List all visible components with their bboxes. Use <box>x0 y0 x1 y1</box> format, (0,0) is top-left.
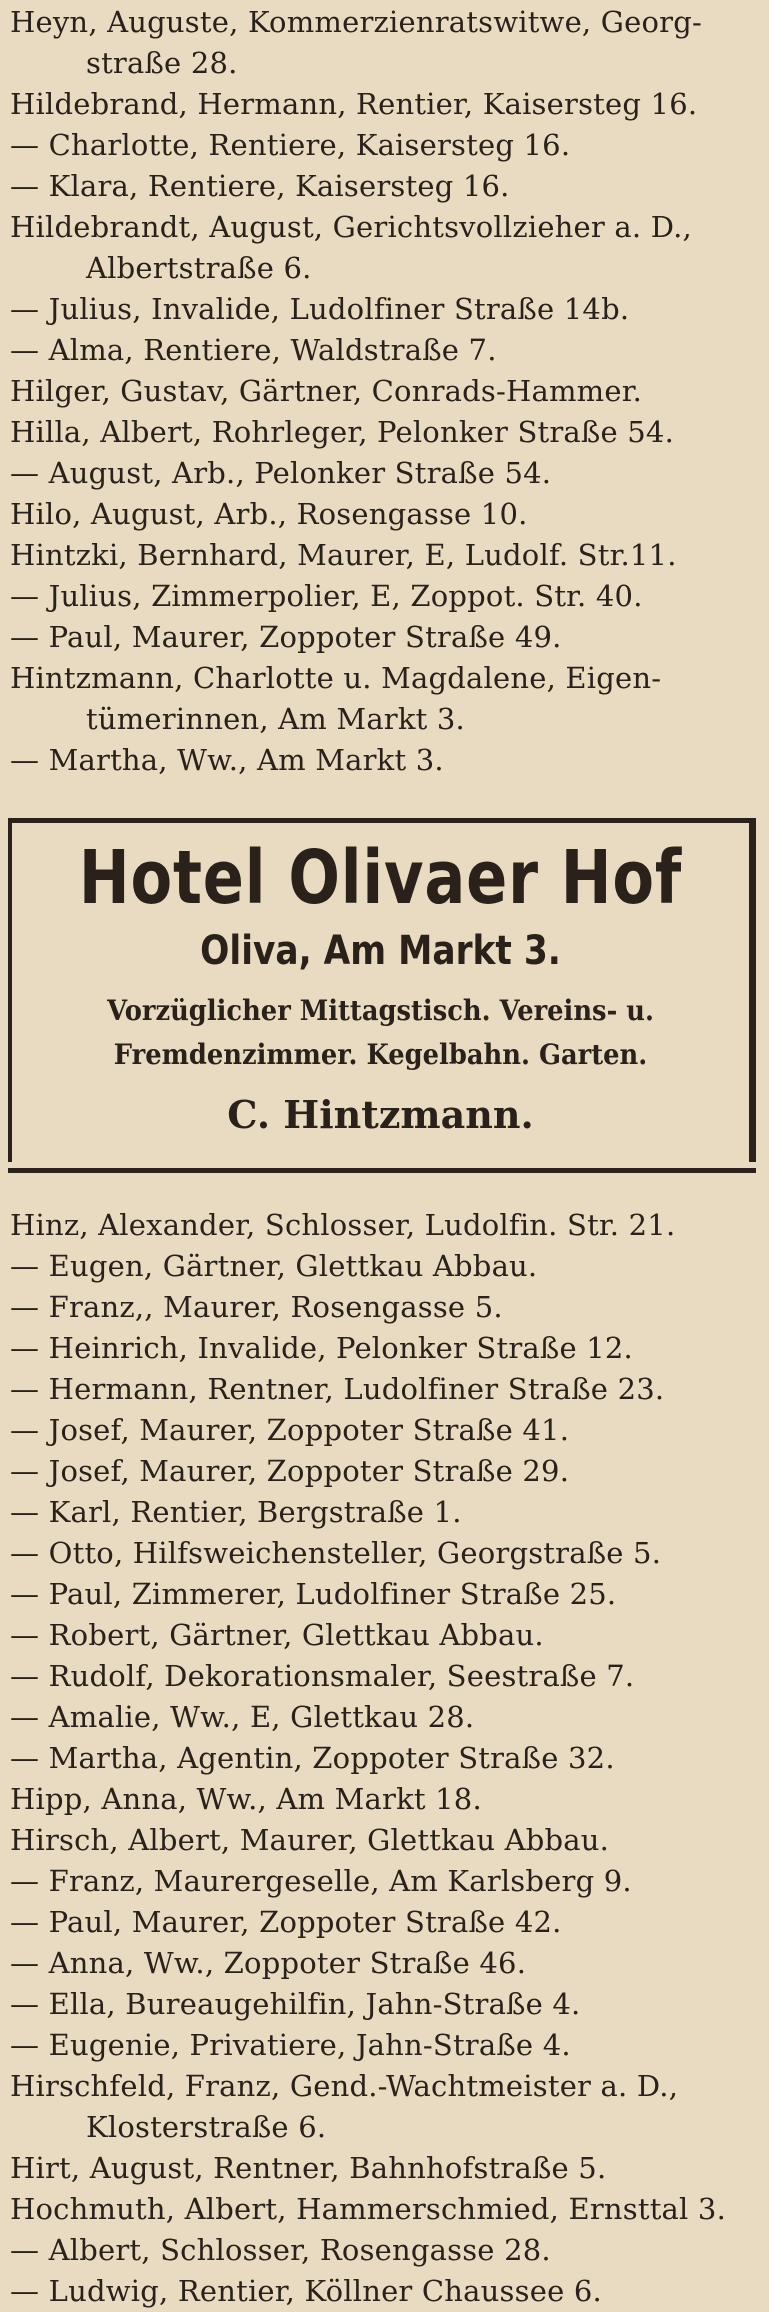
ad-line-1: Vorzüglicher Mittagstisch. Vereins- u. <box>107 994 654 1027</box>
ad-address: Oliva, Am Markt 3. <box>200 928 561 974</box>
directory-entry: — Robert, Gärtner, Glettkau Abbau. <box>10 1618 544 1652</box>
directory-entry: Hirschfeld, Franz, Gend.-Wachtmeister a. D., <box>10 2069 679 2103</box>
directory-entry: — Franz, Maurergeselle, Am Karlsberg 9. <box>10 1864 632 1898</box>
directory-entry: Hinz, Alexander, Schlosser, Ludolfin. Str. 21. <box>10 1208 676 1242</box>
directory-entry: — Amalie, Ww., E, Glettkau 28. <box>10 1700 475 1734</box>
directory-entry: Hilger, Gustav, Gärtner, Conrads-Hammer. <box>10 374 643 408</box>
ad-title: Hotel Olivaer Hof <box>78 835 683 921</box>
directory-entry: Hochmuth, Albert, Hammerschmied, Ernsttal 3. <box>10 2192 727 2226</box>
directory-entry: — Charlotte, Rentiere, Kaisersteg 16. <box>10 128 571 162</box>
directory-entry: — Eugenie, Privatiere, Jahn-Straße 4. <box>10 2028 571 2062</box>
directory-entry: Hildebrand, Hermann, Rentier, Kaisersteg 16. <box>10 87 698 121</box>
ad-bottom-rule <box>8 1168 756 1173</box>
directory-entry: Klosterstraße 6. <box>86 2110 327 2144</box>
directory-entry: — Paul, Maurer, Zoppoter Straße 49. <box>10 620 562 654</box>
directory-entry: — Julius, Invalide, Ludolfiner Straße 14b. <box>10 292 630 326</box>
directory-entry: — Martha, Agentin, Zoppoter Straße 32. <box>10 1741 615 1775</box>
directory-entry: — Albert, Schlosser, Rosengasse 28. <box>10 2233 551 2267</box>
ad-line-2: Fremdenzimmer. Kegelbahn. Garten. <box>113 1038 648 1071</box>
directory-entry: — Ludwig, Rentier, Köllner Chaussee 6. <box>10 2274 602 2308</box>
directory-entry: Hipp, Anna, Ww., Am Markt 18. <box>10 1782 482 1816</box>
directory-entry: — Martha, Ww., Am Markt 3. <box>10 743 444 777</box>
directory-entry: — Eugen, Gärtner, Glettkau Abbau. <box>10 1249 538 1283</box>
directory-entry: — August, Arb., Pelonker Straße 54. <box>10 456 552 490</box>
directory-entry: — Klara, Rentiere, Kaisersteg 16. <box>10 169 510 203</box>
directory-entry: — Paul, Maurer, Zoppoter Straße 42. <box>10 1905 562 1939</box>
directory-entry: tümerinnen, Am Markt 3. <box>86 702 465 736</box>
directory-entry: — Ella, Bureaugehilfin, Jahn-Straße 4. <box>10 1987 581 2021</box>
ad-owner: C. Hintzmann. <box>227 1092 534 1137</box>
directory-entry: — Karl, Rentier, Bergstraße 1. <box>10 1495 462 1529</box>
directory-entry: — Josef, Maurer, Zoppoter Straße 41. <box>10 1413 570 1447</box>
directory-entry: Hirt, August, Rentner, Bahnhofstraße 5. <box>10 2151 607 2185</box>
directory-entry: — Franz,, Maurer, Rosengasse 5. <box>10 1290 503 1324</box>
directory-entry: — Anna, Ww., Zoppoter Straße 46. <box>10 1946 527 1980</box>
directory-entry: — Otto, Hilfsweichensteller, Georgstraße 5. <box>10 1536 662 1570</box>
directory-entry: — Heinrich, Invalide, Pelonker Straße 12. <box>10 1331 633 1365</box>
hotel-advertisement <box>8 818 756 1162</box>
directory-entry: Hirsch, Albert, Maurer, Glettkau Abbau. <box>10 1823 610 1857</box>
directory-entry: Hintzmann, Charlotte u. Magdalene, Eigen- <box>10 661 662 695</box>
directory-entry: — Hermann, Rentner, Ludolfiner Straße 23. <box>10 1372 665 1406</box>
directory-entry: Hintzki, Bernhard, Maurer, E, Ludolf. Str.11. <box>10 538 677 572</box>
directory-entry: — Rudolf, Dekorationsmaler, Seestraße 7. <box>10 1659 635 1693</box>
entries-bottom <box>0 1205 769 2312</box>
directory-entry: Albertstraße 6. <box>86 251 312 285</box>
directory-entry: Heyn, Auguste, Kommerzienratswitwe, Georg- <box>10 5 702 39</box>
entries-top <box>0 2 769 781</box>
directory-entry: — Paul, Zimmerer, Ludolfiner Straße 25. <box>10 1577 617 1611</box>
directory-entry: Hildebrandt, August, Gerichtsvollzieher a. D., <box>10 210 692 244</box>
directory-entry: Hilla, Albert, Rohrleger, Pelonker Straße 54. <box>10 415 674 449</box>
directory-entry: — Josef, Maurer, Zoppoter Straße 29. <box>10 1454 570 1488</box>
directory-entry: — Julius, Zimmerpolier, E, Zoppot. Str. 40. <box>10 579 643 613</box>
directory-entry: straße 28. <box>86 46 238 80</box>
directory-entry: — Alma, Rentiere, Waldstraße 7. <box>10 333 497 367</box>
directory-entry: Hilo, August, Arb., Rosengasse 10. <box>10 497 528 531</box>
